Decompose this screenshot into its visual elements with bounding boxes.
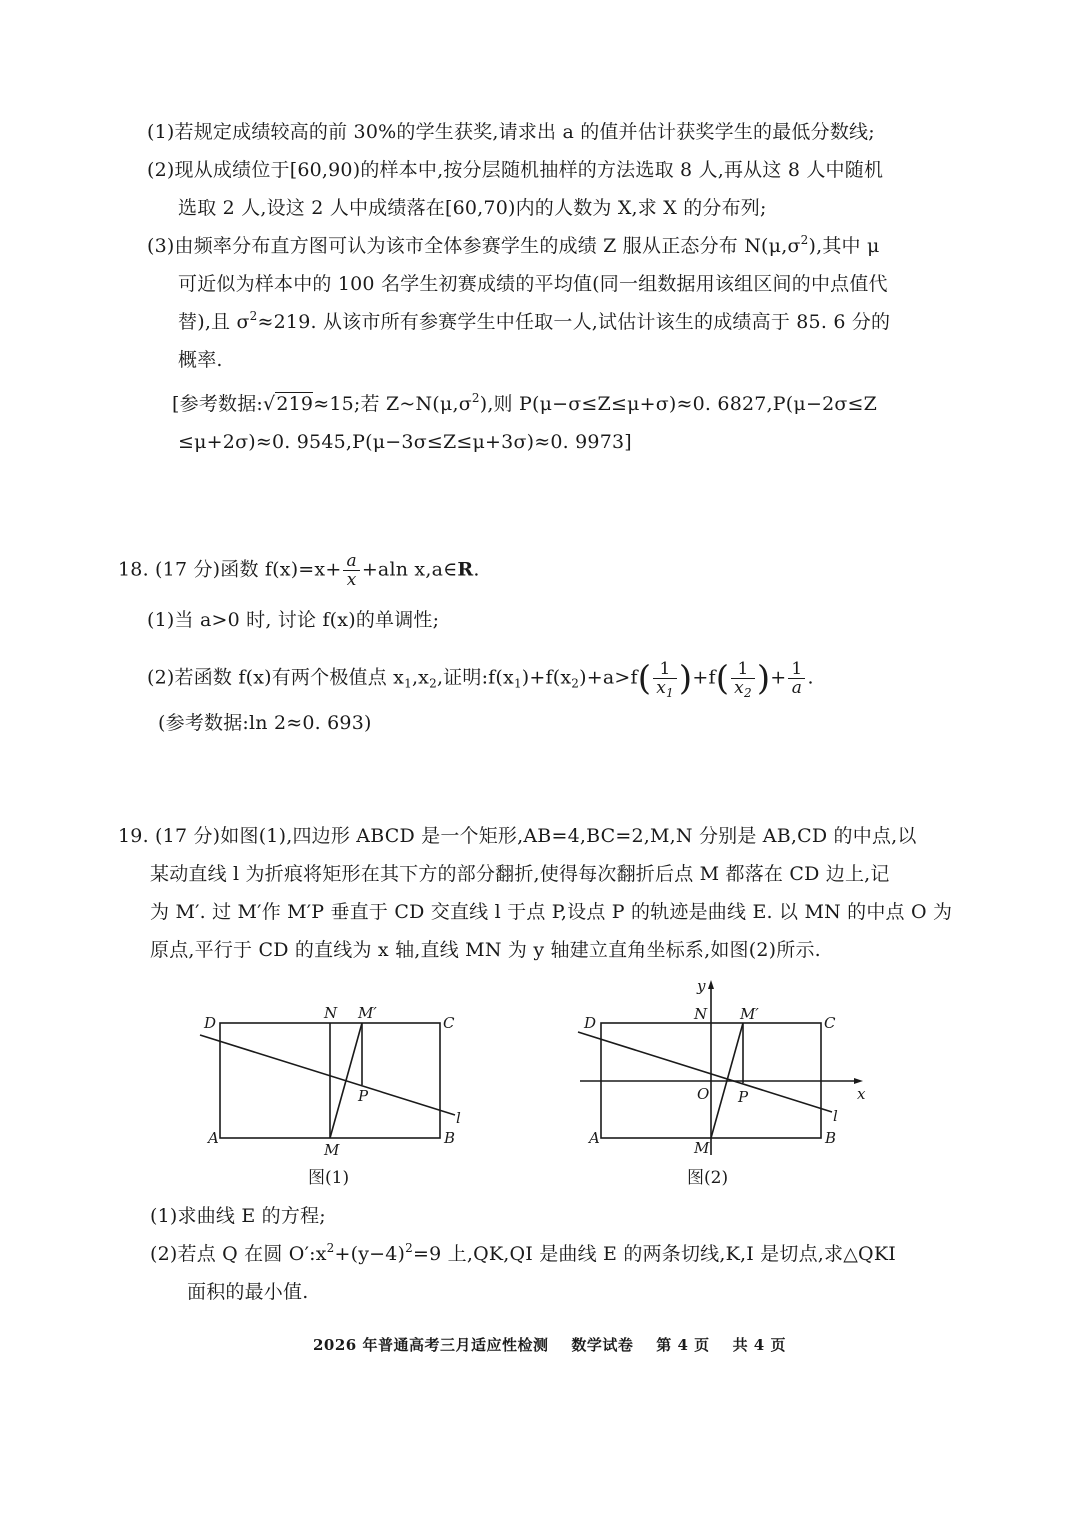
label-y-axis: y [697, 977, 706, 995]
period: . [807, 666, 814, 689]
subscript: 1 [513, 676, 522, 691]
q19-part1: (1)求曲线 E 的方程; [150, 1205, 326, 1227]
q17-part2-line2: 选取 2 人,设这 2 人中成绩落在[60,70)内的人数为 X,求 X 的分布列; [178, 197, 767, 219]
q17-reference-line2: ≤μ+2σ)≈0. 9545,P(μ−3σ≤Z≤μ+3σ)≈0. 9973] [178, 431, 632, 453]
subscript: 2 [429, 676, 437, 691]
footer-exam-title: 2026 年普通高考三月适应性检测 [313, 1336, 549, 1354]
q18-part2-text-e: )+a>f [579, 666, 638, 689]
q17-part3-line3 [178, 309, 890, 335]
superscript: 2 [326, 1241, 335, 1255]
footer-subject: 数学试卷 [571, 1336, 634, 1354]
q17-part3-line1-text-b: ),其中 μ [808, 235, 880, 257]
q17-reference-line1 [172, 391, 877, 417]
page-footer [313, 1334, 786, 1355]
label-m-prime: M′ [358, 1004, 377, 1022]
label-b: B [444, 1129, 456, 1147]
q19-part2-line1 [150, 1241, 896, 1267]
q17-part3-line4: 概率. [178, 349, 223, 371]
label-n: N [324, 1004, 338, 1022]
q18-heading-text-a: 18. (17 分)函数 f(x)=x+ [118, 558, 342, 581]
right-paren: ) [678, 658, 693, 699]
fraction-1-over-a [788, 660, 805, 697]
q18-part2-text-b: ,x [411, 666, 430, 689]
figure-2-caption: 图(2) [687, 1168, 729, 1188]
figure-2-diagram [570, 975, 870, 1195]
figure-1 [190, 995, 480, 1195]
footer-page-number: 第 4 页 [656, 1336, 710, 1354]
x-var: x [656, 678, 667, 698]
fraction-denominator [731, 678, 755, 700]
fraction-1-over-x1 [653, 659, 677, 700]
left-paren: ( [637, 658, 652, 699]
label-d: D [584, 1014, 597, 1032]
footer-total-pages: 共 4 页 [732, 1336, 786, 1354]
real-numbers-symbol: R [457, 558, 474, 581]
figure-2 [570, 975, 870, 1195]
superscript: 2 [249, 309, 258, 323]
subscript: 2 [743, 686, 752, 700]
label-p: P [358, 1087, 369, 1105]
q18-part1: (1)当 a>0 时, 讨论 f(x)的单调性; [147, 609, 440, 631]
q17-part3-line2: 可近似为样本中的 100 名学生初赛成绩的平均值(同一组数据用该组区间的中点值代 [178, 273, 888, 295]
fraction-denominator: a [791, 678, 803, 698]
q18-heading-text-b: +aln x,a∈ [361, 558, 458, 581]
fold-line-l [200, 1035, 455, 1115]
fraction-1-over-x2 [731, 659, 755, 700]
label-o: O [697, 1085, 710, 1103]
y-axis-arrow-icon [708, 980, 714, 989]
q18-part2-text-a: (2)若函数 f(x)有两个极值点 x [147, 666, 405, 689]
q18-part2-text-f: +f [692, 666, 716, 689]
q19-line4: 原点,平行于 CD 的直线为 x 轴,直线 MN 为 y 轴建立直角坐标系,如图(2)所示. [150, 939, 821, 961]
ref-text-a: [参考数据:√ [172, 393, 276, 415]
q18-heading-text-c: . [473, 558, 480, 581]
q18-reference: (参考数据:ln 2≈0. 693) [158, 712, 372, 734]
label-n: N [694, 1005, 708, 1023]
q19-line1: 19. (17 分)如图(1),四边形 ABCD 是一个矩形,AB=4,BC=2,M,N 分别是 AB,CD 的中点,以 [118, 825, 917, 847]
fraction-numerator: 1 [731, 660, 755, 679]
fraction-numerator: a [343, 552, 359, 571]
label-l: l [833, 1107, 838, 1125]
q18-part2-text-d: )+f(x [521, 666, 572, 689]
fraction-numerator: 1 [788, 660, 805, 679]
fraction-a-over-x [343, 552, 359, 589]
subscript: 1 [666, 686, 674, 700]
q17-part3-line3-text-a: 替),且 σ [178, 311, 250, 333]
ref-text-c: ),则 P(μ−σ≤Z≤μ+σ)≈0. 6827,P(μ−2σ≤Z [479, 393, 878, 415]
superscript: 2 [405, 1241, 413, 1255]
q19-line3: 为 M′. 过 M′作 M′P 垂直于 CD 交直线 l 于点 P,设点 P 的轨迹是曲线 E. 以 MN 的中点 O 为 [150, 901, 953, 923]
q17-part1: (1)若规定成绩较高的前 30%的学生获奖,请求出 a 的值并估计获奖学生的最低分数线; [147, 121, 875, 143]
label-m: M [324, 1141, 340, 1159]
q19-part2-text-a: (2)若点 Q 在圆 O′:x [150, 1243, 327, 1265]
q17-part3-line1 [147, 233, 880, 259]
q18-part2-text-c: ,证明:f(x [436, 666, 514, 689]
left-paren: ( [715, 658, 730, 699]
q19-part2-line2: 面积的最小值. [187, 1281, 309, 1303]
label-m-prime: M′ [740, 1005, 759, 1023]
label-x-axis: x [857, 1085, 866, 1103]
ref-text-b: ≈15;若 Z~N(μ,σ [313, 393, 472, 415]
x-axis-arrow-icon [854, 1078, 863, 1084]
q17-part3-line3-text-b: ≈219. 从该市所有参赛学生中任取一人,试估计该生的成绩高于 85. 6 分的 [257, 311, 891, 333]
subscript: 2 [571, 676, 580, 691]
fraction-numerator: 1 [653, 660, 677, 679]
q18-part2 [147, 658, 814, 700]
subscript: 1 [404, 676, 412, 691]
x-var: x [734, 678, 744, 698]
label-c: C [824, 1014, 836, 1032]
superscript: 2 [471, 391, 480, 405]
label-d: D [204, 1014, 217, 1032]
q19-part2-text-b: +(y−4) [334, 1243, 406, 1265]
label-p: P [738, 1088, 749, 1106]
q17-part2-line1: (2)现从成绩位于[60,90)的样本中,按分层随机抽样的方法选取 8 人,再从这 8 人中随机 [147, 159, 884, 181]
superscript: 2 [800, 233, 809, 247]
right-paren: ) [756, 658, 771, 699]
q18-heading [118, 552, 480, 589]
label-a: A [589, 1129, 600, 1147]
label-l: l [456, 1109, 461, 1127]
figure-1-caption: 图(1) [308, 1168, 350, 1188]
label-m: M [694, 1139, 710, 1157]
q19-line2: 某动直线 l 为折痕将矩形在其下方的部分翻折,使得每次翻折后点 M 都落在 CD 边上,记 [150, 863, 890, 885]
label-a: A [208, 1129, 219, 1147]
label-c: C [443, 1014, 455, 1032]
fraction-denominator [653, 678, 677, 700]
q18-part2-text-g: + [770, 666, 787, 689]
q17-part3-line1-text-a: (3)由频率分布直方图可认为该市全体参赛学生的成绩 Z 服从正态分布 N(μ,σ [147, 235, 801, 257]
sqrt-radicand: 219 [276, 393, 314, 415]
fraction-denominator: x [346, 570, 357, 590]
q19-part2-text-c: =9 上,QK,QI 是曲线 E 的两条切线,K,I 是切点,求△QKI [413, 1243, 896, 1265]
label-b: B [825, 1129, 837, 1147]
